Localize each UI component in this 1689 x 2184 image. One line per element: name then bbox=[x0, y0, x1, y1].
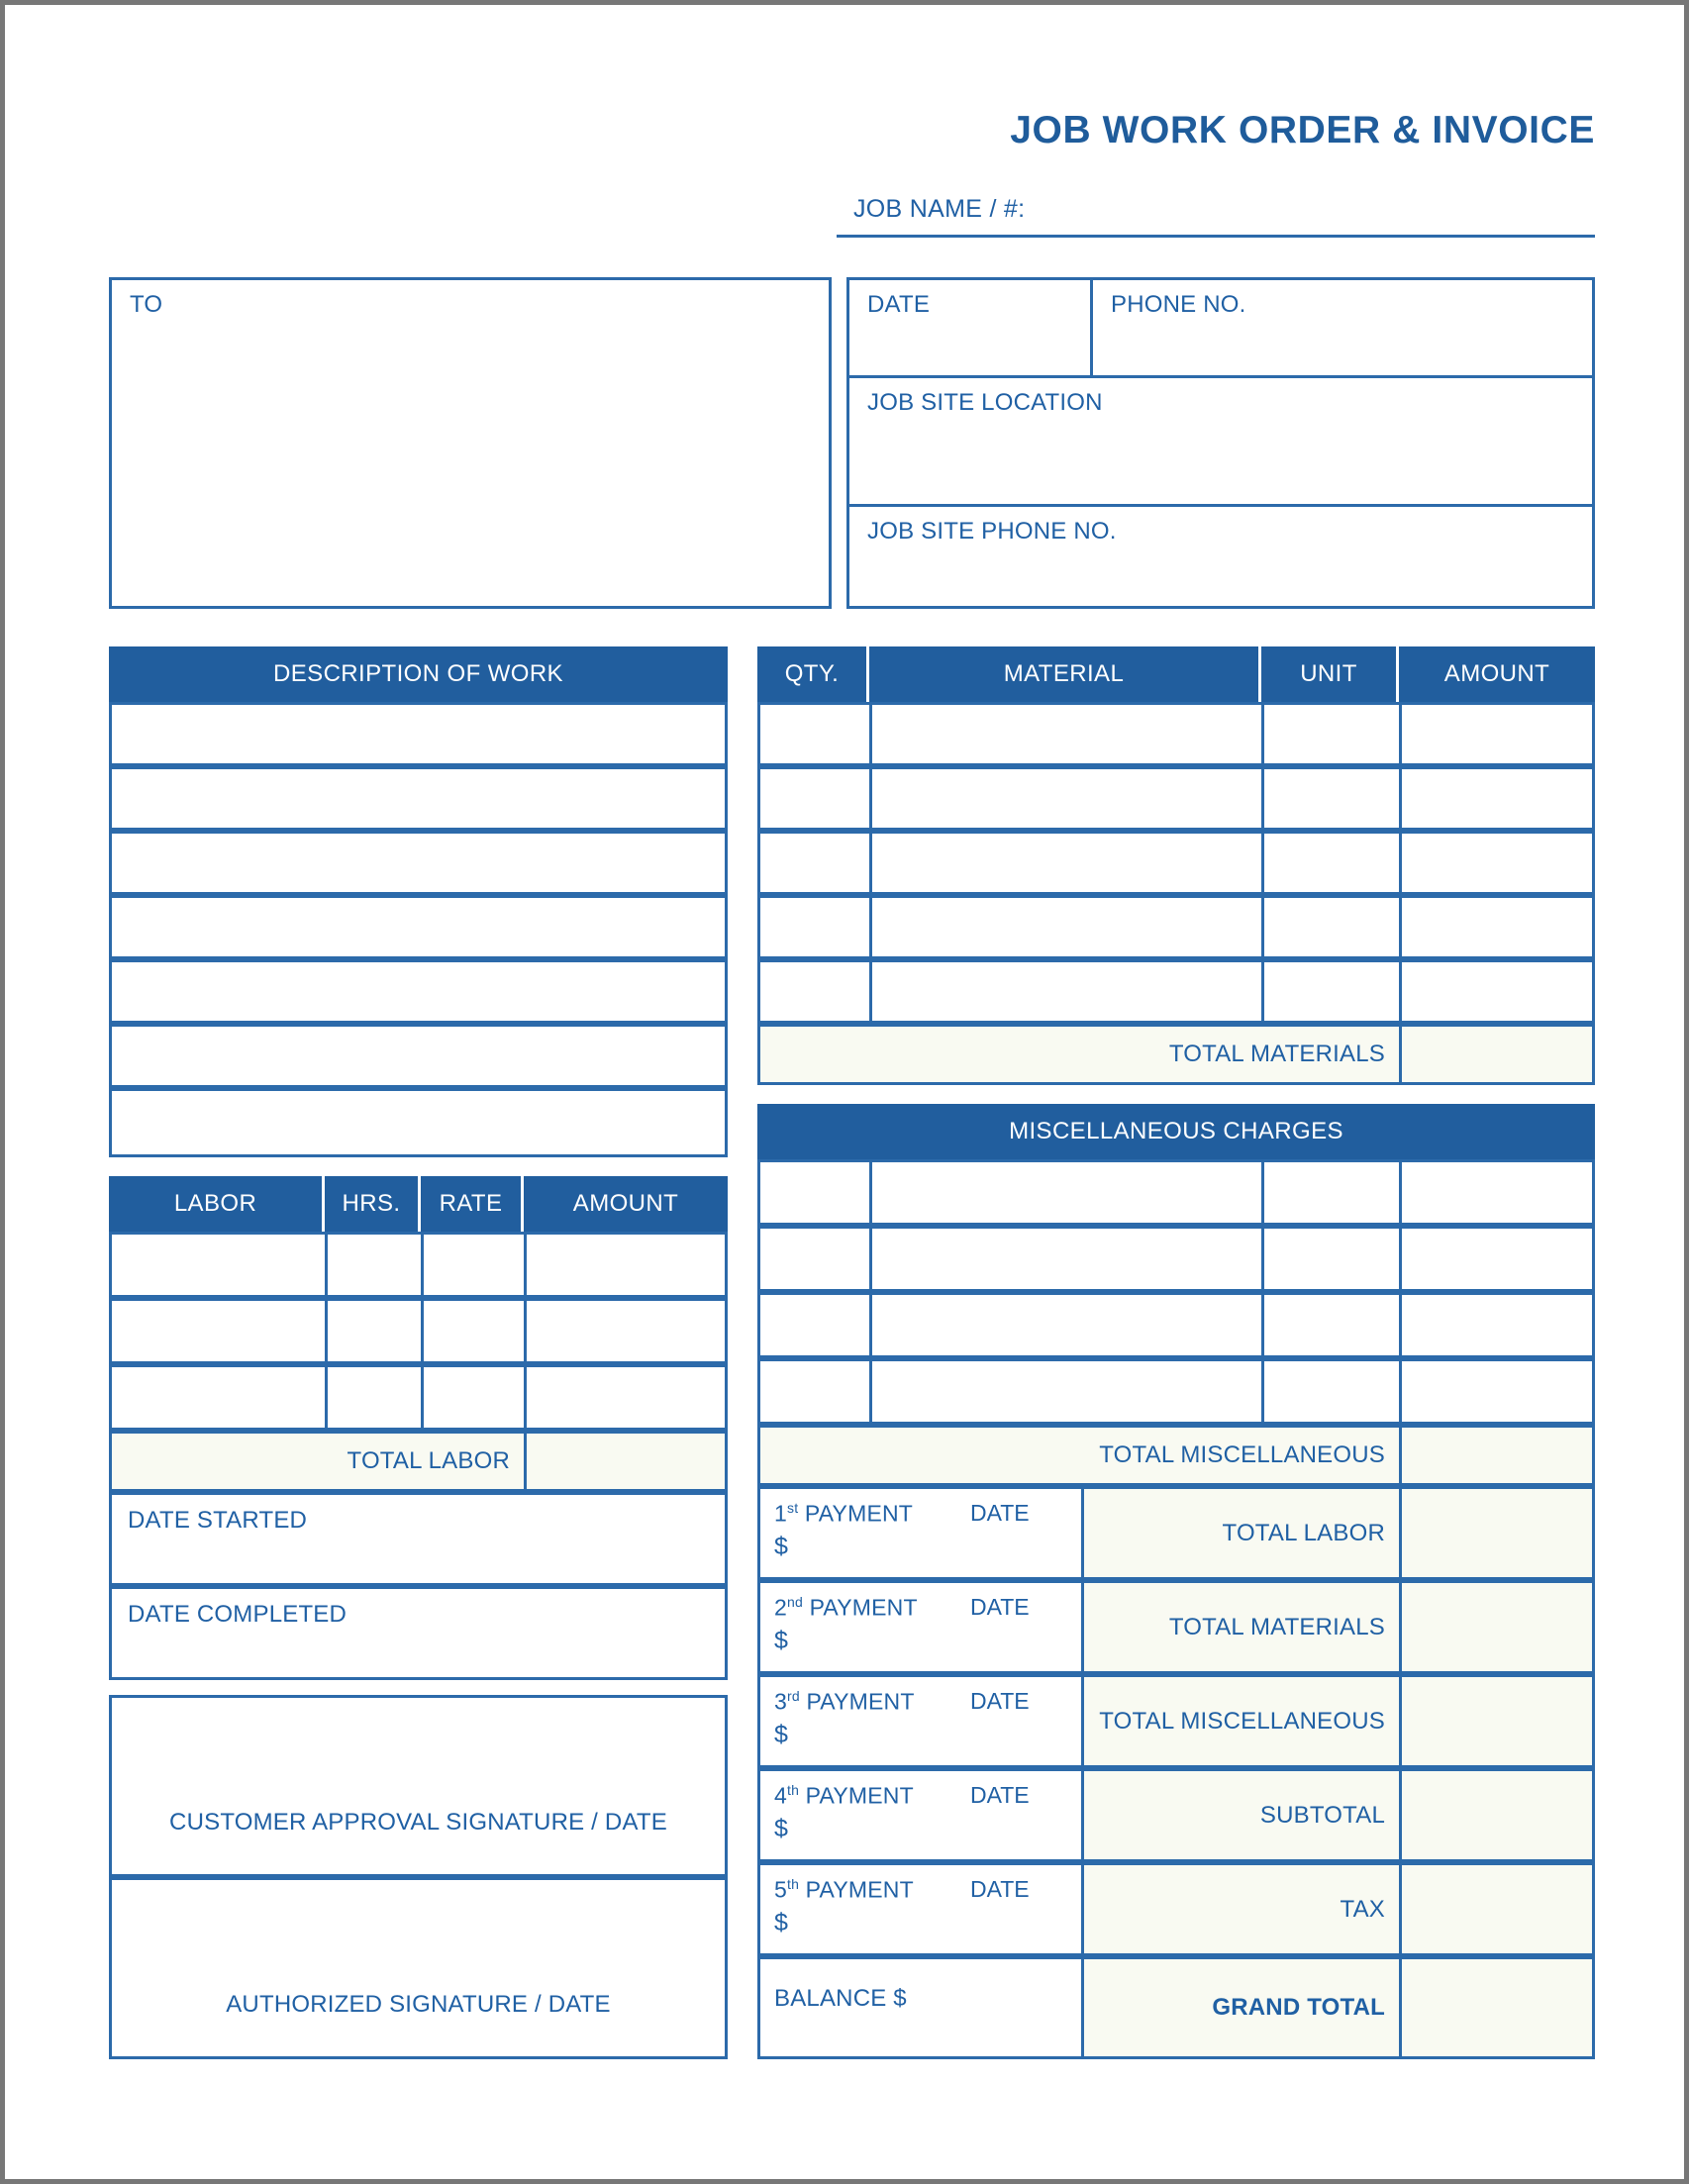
misc-amount-cell[interactable] bbox=[1399, 1292, 1595, 1358]
total-miscellaneous-value[interactable] bbox=[1399, 1425, 1595, 1486]
summary-total-materials-value[interactable] bbox=[1399, 1580, 1595, 1674]
balance-label: BALANCE $ bbox=[774, 1985, 907, 2012]
total-miscellaneous-label: TOTAL MISCELLANEOUS bbox=[757, 1425, 1399, 1486]
amount-cell[interactable] bbox=[524, 1364, 728, 1431]
total-labor-label: TOTAL LABOR bbox=[109, 1431, 524, 1492]
amount-cell[interactable] bbox=[524, 1298, 728, 1364]
balance-entry[interactable] bbox=[757, 1956, 1081, 2059]
rate-col-header: RATE bbox=[421, 1176, 524, 1232]
table-row[interactable] bbox=[757, 895, 1595, 959]
phone-box[interactable] bbox=[1090, 277, 1595, 378]
total-labor-value[interactable] bbox=[524, 1431, 728, 1492]
material-cell[interactable] bbox=[869, 702, 1261, 766]
qty-cell[interactable] bbox=[757, 702, 869, 766]
payment-row-3[interactable] bbox=[757, 1674, 1595, 1768]
miscellaneous-charges-header: MISCELLANEOUS CHARGES bbox=[757, 1104, 1595, 1159]
misc-amount-cell[interactable] bbox=[1399, 1159, 1595, 1226]
table-row[interactable] bbox=[757, 831, 1595, 895]
table-row[interactable] bbox=[109, 831, 728, 895]
total-materials-label: TOTAL MATERIALS bbox=[757, 1024, 1399, 1085]
payment-row-1[interactable] bbox=[757, 1486, 1595, 1580]
description-of-work-header: DESCRIPTION OF WORK bbox=[109, 646, 728, 702]
material-cell[interactable] bbox=[869, 766, 1261, 831]
total-materials-row bbox=[757, 1024, 1595, 1085]
phone-label: PHONE NO. bbox=[1111, 291, 1246, 318]
amount-cell[interactable] bbox=[1399, 831, 1595, 895]
to-label: TO bbox=[130, 291, 163, 318]
customer-approval-signature-row[interactable] bbox=[109, 1695, 728, 1877]
payment-4-entry[interactable] bbox=[757, 1768, 1081, 1862]
hrs-cell[interactable] bbox=[325, 1298, 421, 1364]
material-cell[interactable] bbox=[869, 959, 1261, 1024]
qty-cell[interactable] bbox=[757, 766, 869, 831]
misc-qty-cell[interactable] bbox=[757, 1292, 869, 1358]
unit-cell[interactable] bbox=[1261, 766, 1399, 831]
payment-3-date-label: DATE bbox=[970, 1688, 1030, 1714]
qty-cell[interactable] bbox=[757, 831, 869, 895]
payment-5-date-label: DATE bbox=[970, 1876, 1030, 1902]
misc-description-cell[interactable] bbox=[869, 1226, 1261, 1292]
hrs-cell[interactable] bbox=[325, 1232, 421, 1298]
payment-3-label: 3rd PAYMENT bbox=[774, 1688, 915, 1715]
payment-row-5[interactable] bbox=[757, 1862, 1595, 1956]
amount-cell[interactable] bbox=[1399, 766, 1595, 831]
total-labor-row bbox=[109, 1431, 728, 1492]
labor-col-header: LABOR bbox=[109, 1176, 325, 1232]
payment-3-dollar-sign: $ bbox=[774, 1721, 788, 1748]
table-row[interactable] bbox=[757, 1292, 1595, 1358]
date-started-row[interactable] bbox=[109, 1492, 728, 1586]
payment-4-date-label: DATE bbox=[970, 1782, 1030, 1808]
rate-cell[interactable] bbox=[421, 1232, 524, 1298]
misc-unit-cell[interactable] bbox=[1261, 1358, 1399, 1425]
form-sheet bbox=[5, 5, 1684, 2179]
amount-col-header: AMOUNT bbox=[572, 1190, 679, 1217]
amount-cell[interactable] bbox=[1399, 702, 1595, 766]
authorized-signature-row[interactable] bbox=[109, 1877, 728, 2059]
payment-1-date-label: DATE bbox=[970, 1500, 1030, 1526]
labor-cell[interactable] bbox=[109, 1298, 325, 1364]
unit-col-header: UNIT bbox=[1261, 646, 1399, 702]
rate-cell[interactable] bbox=[421, 1298, 524, 1364]
qty-cell[interactable] bbox=[757, 959, 869, 1024]
table-row[interactable] bbox=[109, 1024, 728, 1088]
payment-1-dollar-sign: $ bbox=[774, 1533, 788, 1560]
misc-unit-cell[interactable] bbox=[1261, 1292, 1399, 1358]
date-label: DATE bbox=[867, 291, 931, 318]
job-site-phone-label: JOB SITE PHONE NO. bbox=[867, 518, 1117, 545]
table-row[interactable] bbox=[109, 702, 728, 766]
description-cell[interactable] bbox=[109, 702, 728, 766]
misc-description-cell[interactable] bbox=[869, 1358, 1261, 1425]
material-cell[interactable] bbox=[869, 895, 1261, 959]
page-title: JOB WORK ORDER & INVOICE bbox=[1010, 109, 1595, 151]
table-row[interactable] bbox=[757, 766, 1595, 831]
misc-amount-cell[interactable] bbox=[1399, 1358, 1595, 1425]
rate-cell[interactable] bbox=[421, 1364, 524, 1431]
payment-2-date-label: DATE bbox=[970, 1594, 1030, 1620]
description-cell[interactable] bbox=[109, 766, 728, 831]
misc-qty-cell[interactable] bbox=[757, 1226, 869, 1292]
payment-3-entry[interactable] bbox=[757, 1674, 1081, 1768]
hrs-col-header: HRS. bbox=[325, 1176, 421, 1232]
material-amount-col-header: AMOUNT bbox=[1443, 660, 1550, 687]
to-box[interactable] bbox=[109, 277, 832, 609]
table-row[interactable] bbox=[109, 959, 728, 1024]
customer-approval-signature-label: CUSTOMER APPROVAL SIGNATURE / DATE bbox=[169, 1809, 667, 1836]
table-row[interactable] bbox=[109, 1088, 728, 1157]
summary-total-materials-label: TOTAL MATERIALS bbox=[1081, 1580, 1399, 1674]
description-cell[interactable] bbox=[109, 1024, 728, 1088]
payment-1-label: 1st PAYMENT bbox=[774, 1500, 914, 1527]
misc-description-cell[interactable] bbox=[869, 1292, 1261, 1358]
material-col-header: MATERIAL bbox=[869, 646, 1261, 702]
authorized-signature-label: AUTHORIZED SIGNATURE / DATE bbox=[226, 1991, 611, 2018]
amount-cell[interactable] bbox=[524, 1232, 728, 1298]
misc-amount-cell[interactable] bbox=[1399, 1226, 1595, 1292]
table-row[interactable] bbox=[109, 895, 728, 959]
summary-subtotal-label: SUBTOTAL bbox=[1081, 1768, 1399, 1862]
qty-cell[interactable] bbox=[757, 895, 869, 959]
summary-tax-value[interactable] bbox=[1399, 1862, 1595, 1956]
payment-5-entry[interactable] bbox=[757, 1862, 1081, 1956]
payment-5-dollar-sign: $ bbox=[774, 1909, 788, 1936]
summary-total-miscellaneous-value[interactable] bbox=[1399, 1674, 1595, 1768]
hrs-cell[interactable] bbox=[325, 1364, 421, 1431]
materials-table-header bbox=[757, 646, 1595, 702]
summary-subtotal-value[interactable] bbox=[1399, 1768, 1595, 1862]
summary-tax-label: TAX bbox=[1081, 1862, 1399, 1956]
table-row[interactable] bbox=[109, 1232, 728, 1298]
unit-cell[interactable] bbox=[1261, 702, 1399, 766]
grand-total-value[interactable] bbox=[1399, 1956, 1595, 2059]
date-started-label: DATE STARTED bbox=[128, 1507, 308, 1534]
description-cell[interactable] bbox=[109, 959, 728, 1024]
job-name-field[interactable] bbox=[837, 193, 1595, 238]
job-name-label: JOB NAME / #: bbox=[853, 195, 1026, 223]
summary-total-labor-value[interactable] bbox=[1399, 1486, 1595, 1580]
qty-col-header: QTY. bbox=[757, 646, 869, 702]
description-cell[interactable] bbox=[109, 1088, 728, 1157]
date-box[interactable] bbox=[846, 277, 1093, 378]
table-row[interactable] bbox=[757, 959, 1595, 1024]
total-materials-value[interactable] bbox=[1399, 1024, 1595, 1085]
misc-qty-cell[interactable] bbox=[757, 1159, 869, 1226]
payment-row-4[interactable] bbox=[757, 1768, 1595, 1862]
table-row[interactable] bbox=[757, 1226, 1595, 1292]
table-row[interactable] bbox=[109, 1364, 728, 1431]
payment-4-dollar-sign: $ bbox=[774, 1815, 788, 1842]
unit-cell[interactable] bbox=[1261, 831, 1399, 895]
payment-2-entry[interactable] bbox=[757, 1580, 1081, 1674]
date-completed-label: DATE COMPLETED bbox=[128, 1601, 348, 1628]
payment-5-label: 5th PAYMENT bbox=[774, 1876, 914, 1903]
misc-description-cell[interactable] bbox=[869, 1159, 1261, 1226]
table-row[interactable] bbox=[757, 1159, 1595, 1226]
summary-total-labor-label: TOTAL LABOR bbox=[1081, 1486, 1399, 1580]
description-cell[interactable] bbox=[109, 831, 728, 895]
material-cell[interactable] bbox=[869, 831, 1261, 895]
job-site-location-label: JOB SITE LOCATION bbox=[867, 389, 1103, 416]
amount-cell[interactable] bbox=[1399, 959, 1595, 1024]
labor-cell[interactable] bbox=[109, 1232, 325, 1298]
labor-cell[interactable] bbox=[109, 1364, 325, 1431]
misc-unit-cell[interactable] bbox=[1261, 1226, 1399, 1292]
job-site-location-box[interactable] bbox=[846, 375, 1595, 507]
payment-2-dollar-sign: $ bbox=[774, 1627, 788, 1654]
job-site-phone-box[interactable] bbox=[846, 504, 1595, 609]
misc-qty-cell[interactable] bbox=[757, 1358, 869, 1425]
misc-unit-cell[interactable] bbox=[1261, 1159, 1399, 1226]
table-row[interactable] bbox=[757, 702, 1595, 766]
payment-row-2[interactable] bbox=[757, 1580, 1595, 1674]
table-row[interactable] bbox=[109, 766, 728, 831]
grand-total-label: GRAND TOTAL bbox=[1081, 1956, 1399, 2059]
payment-4-label: 4th PAYMENT bbox=[774, 1782, 914, 1809]
amount-cell[interactable] bbox=[1399, 895, 1595, 959]
unit-cell[interactable] bbox=[1261, 959, 1399, 1024]
description-cell[interactable] bbox=[109, 895, 728, 959]
table-row[interactable] bbox=[757, 1358, 1595, 1425]
total-miscellaneous-row bbox=[757, 1425, 1595, 1486]
summary-total-miscellaneous-label: TOTAL MISCELLANEOUS bbox=[1081, 1674, 1399, 1768]
labor-table-header bbox=[109, 1176, 728, 1232]
payment-1-entry[interactable] bbox=[757, 1486, 1081, 1580]
balance-grand-total-row[interactable] bbox=[757, 1956, 1595, 2059]
date-completed-row[interactable] bbox=[109, 1586, 728, 1680]
unit-cell[interactable] bbox=[1261, 895, 1399, 959]
table-row[interactable] bbox=[109, 1298, 728, 1364]
payment-2-label: 2nd PAYMENT bbox=[774, 1594, 918, 1621]
